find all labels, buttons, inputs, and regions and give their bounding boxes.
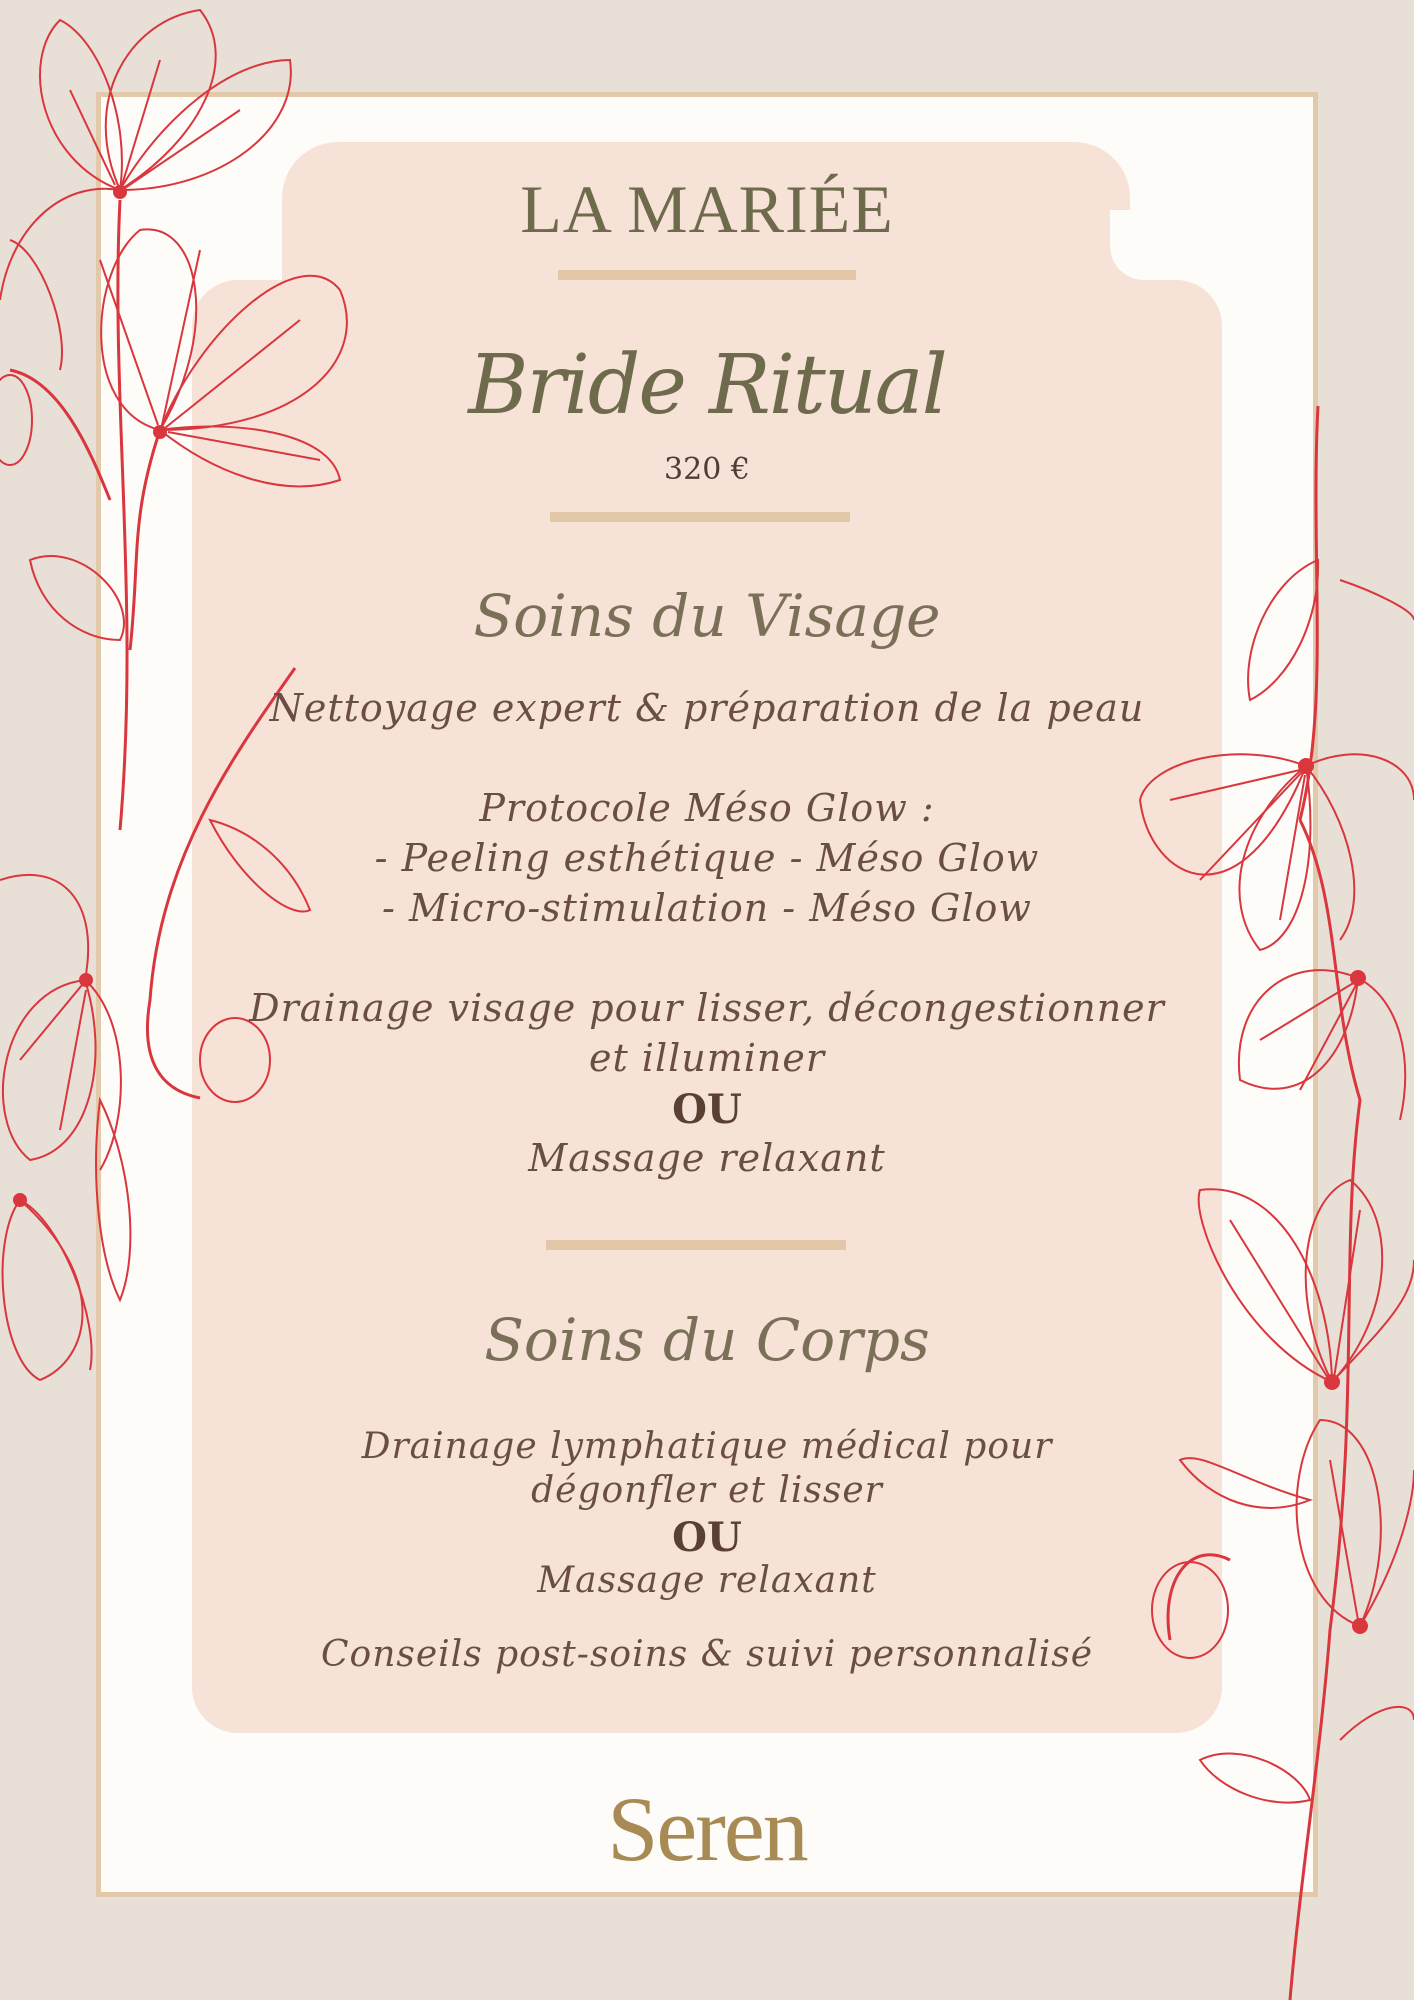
protocol-item: - Peeling esthétique - Méso Glow [374, 836, 1040, 880]
protocol-item: - Micro-stimulation - Méso Glow [382, 886, 1032, 930]
ritual-price: 320 € [664, 452, 750, 487]
brand-logo: Seren [607, 1778, 807, 1880]
corps-drainage: dégonfler et lisser [531, 1470, 883, 1511]
corps-or: OU [672, 1514, 742, 1561]
visage-massage: Massage relaxant [528, 1136, 886, 1180]
visage-heading: Soins du Visage [473, 582, 941, 650]
page-title: LA MARIÉE [520, 171, 894, 247]
corps-advice: Conseils post-soins & suivi personnalisé [320, 1634, 1094, 1675]
title-divider [558, 270, 856, 280]
corps-massage: Massage relaxant [537, 1560, 877, 1601]
protocol-title: Protocole Méso Glow : [479, 786, 935, 830]
visage-drainage: Drainage visage pour lisser, décongestionner [249, 986, 1165, 1030]
price-divider [550, 512, 850, 522]
corps-drainage: Drainage lymphatique médical pour [361, 1426, 1053, 1467]
section-divider [546, 1240, 846, 1250]
visage-drainage: et illuminer [588, 1036, 826, 1080]
corps-heading: Soins du Corps [484, 1306, 930, 1374]
visage-line: Nettoyage expert & préparation de la peau [269, 686, 1145, 730]
ritual-name: Bride Ritual [468, 338, 946, 433]
visage-or: OU [672, 1086, 742, 1133]
